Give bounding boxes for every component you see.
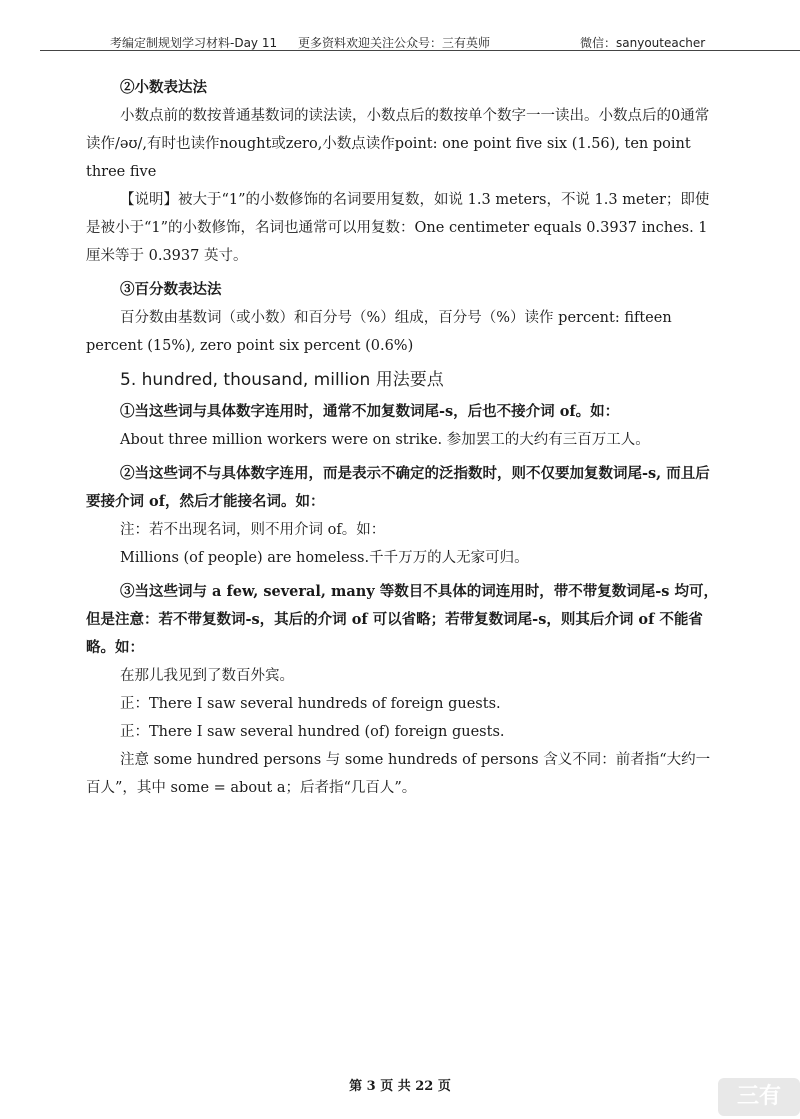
rule-3-example-2: 正：There I saw several hundred (of) foreign guests. bbox=[120, 724, 505, 740]
rule-2-text: ②当这些词不与具体数字连用，而是表示不确定的泛指数时，则不仅要加复数词尾-s, 而且后要接介词 of，然后才能接名词。如： bbox=[86, 465, 710, 510]
rule-1-example: About three million workers were on strike. 参加罢工的大约有三百万工人。 bbox=[120, 432, 650, 448]
percent-heading: ③百分数表达法 bbox=[120, 281, 222, 298]
final-note-paragraph: 注意 some hundred persons 与 some hundreds of persons 含义不同：前者指“大约一百人”，其中 some = about a；后者指“几百人”。 bbox=[86, 752, 711, 796]
rule-3-example-1: 正：There I saw several hundreds of foreign guests. bbox=[120, 696, 501, 712]
rule-3-chinese: 在那儿我见到了数百外宾。 bbox=[120, 668, 294, 684]
page-header bbox=[0, 0, 800, 52]
rule-2-example: Millions (of people) are homeless.千千万万的人无家可归。 bbox=[120, 550, 529, 566]
header-wechat-id: 微信：sanyouteacher bbox=[580, 36, 706, 50]
decimal-paragraph: 小数点前的数按普通基数词的读法读，小数点后的数按单个数字一一读出。小数点后的0通常读作/əʊ/,有时也读作nought或zero,小数点读作point: one point five six (1.56), ten point three five bbox=[86, 108, 710, 180]
percent-paragraph: 百分数由基数词（或小数）和百分号（%）组成，百分号（%）读作 percent: fifteen percent (15%), zero point six percent (0.6%) bbox=[86, 310, 672, 354]
header-promo-text: 更多资料欢迎关注公众号：三有英师 bbox=[298, 36, 491, 50]
watermark-logo: 三有 bbox=[718, 1078, 800, 1116]
note-paragraph: 【说明】被大于“1”的小数修饰的名词要用复数，如说 1.3 meters，不说 1.3 meter；即使是被小于“1”的小数修饰，名词也通常可以用复数：One centimeter equals 0.3937 inches. 1 厘米等于 0.3937 英寸。 bbox=[86, 192, 710, 264]
rule-3-text: ③当这些词与 a few, several, many 等数目不具体的词连用时，带不带复数词尾-s 均可，但是注意：若不带复数词-s，其后的介词 of 可以省略；若带复数词尾-s，则其后介词 of 不能省略。如： bbox=[86, 583, 719, 656]
header-doc-title: 考编定制规划学习材料-Day 11 bbox=[110, 36, 278, 50]
section-5-heading: 5. hundred, thousand, million 用法要点 bbox=[120, 370, 444, 390]
rule-1-text: ①当这些词与具体数字连用时，通常不加复数词尾-s，后也不接介词 of。如： bbox=[120, 403, 620, 420]
page-number: 第 3 页 共 22 页 bbox=[349, 1079, 451, 1094]
rule-2-note: 注：若不出现名词，则不用介词 of。如： bbox=[120, 522, 386, 538]
header-divider bbox=[40, 50, 800, 51]
decimal-heading: ②小数表达法 bbox=[120, 79, 207, 96]
document-body bbox=[86, 72, 722, 802]
